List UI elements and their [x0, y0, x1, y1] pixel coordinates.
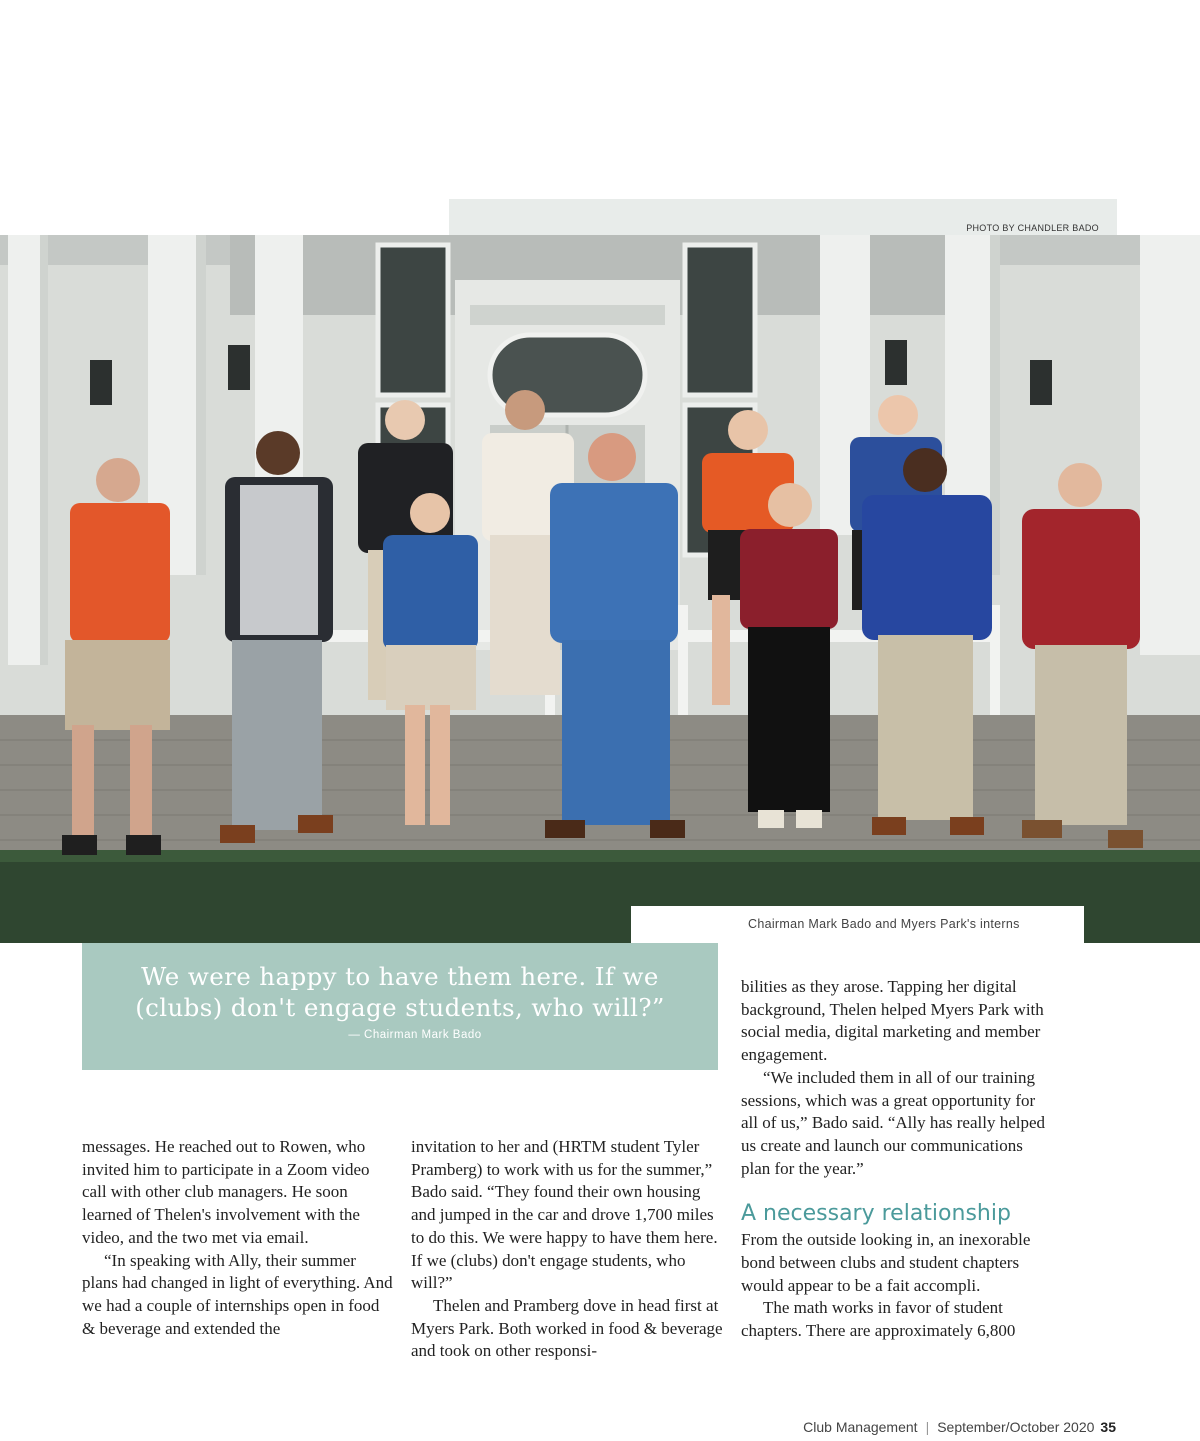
page-number: 35 — [1100, 1419, 1116, 1435]
photo-credit: PHOTO BY CHANDLER BADO — [966, 223, 1099, 233]
paragraph: The math works in favor of student chapters. There are approximately 6,800 — [741, 1298, 1016, 1341]
photo-caption: Chairman Mark Bado and Myers Park's interns — [631, 906, 1084, 943]
paragraph: “In speaking with Ally, their summer plans had changed in light of everything. And we had a couple of internships open in food & beverage and extended the — [82, 1250, 393, 1338]
paragraph: “We included them in all of our training sessions, which was a great opportunity for all of us,” Bado said. “Ally has really helped us create and launch our communications plan for the year.” — [741, 1067, 1046, 1178]
page-footer — [780, 1419, 1116, 1435]
section-subhead: A necessary relationship — [741, 1201, 1011, 1227]
article-column-3 — [741, 976, 1056, 1343]
photo-credit-band — [449, 199, 1117, 235]
article-column-2 — [411, 1136, 723, 1363]
article-column-1 — [82, 1136, 394, 1340]
group-photo-illustration — [0, 235, 1200, 943]
footer-separator: | — [925, 1419, 930, 1435]
issue-date: September/October 2020 — [937, 1419, 1095, 1435]
publication-name: Club Management — [803, 1419, 918, 1435]
pull-quote-attribution: — Chairman Mark Bado — [348, 1029, 482, 1041]
paragraph: bilities as they arose. Tapping her digital background, Thelen helped Myers Park with social media, digital marketing and member engagement. — [741, 977, 1044, 1065]
pull-quote-text: We were happy to have them here. If we (clubs) don't engage students, who will?” — [135, 962, 665, 1022]
paragraph: invitation to her and (HRTM student Tyler Pramberg) to work with us for the summer,” Bado said. “They found their own housing and jumped in the car and drove 1,700 miles to do this. We were happy to have them here. If we (clubs) don't engage students, who will?” — [411, 1137, 718, 1293]
group-photo — [0, 235, 1200, 943]
pull-quote — [82, 943, 718, 1070]
paragraph: From the outside looking in, an inexorable bond between clubs and student chapters would appear to be a fait accompli. — [741, 1230, 1031, 1295]
paragraph: Thelen and Pramberg dove in head first at Myers Park. Both worked in food & beverage and took on other responsi- — [411, 1295, 723, 1361]
paragraph: messages. He reached out to Rowen, who invited him to participate in a Zoom video call with other club managers. He soon learned of Thelen's involvement with the video, and the two met via email. — [82, 1137, 370, 1247]
